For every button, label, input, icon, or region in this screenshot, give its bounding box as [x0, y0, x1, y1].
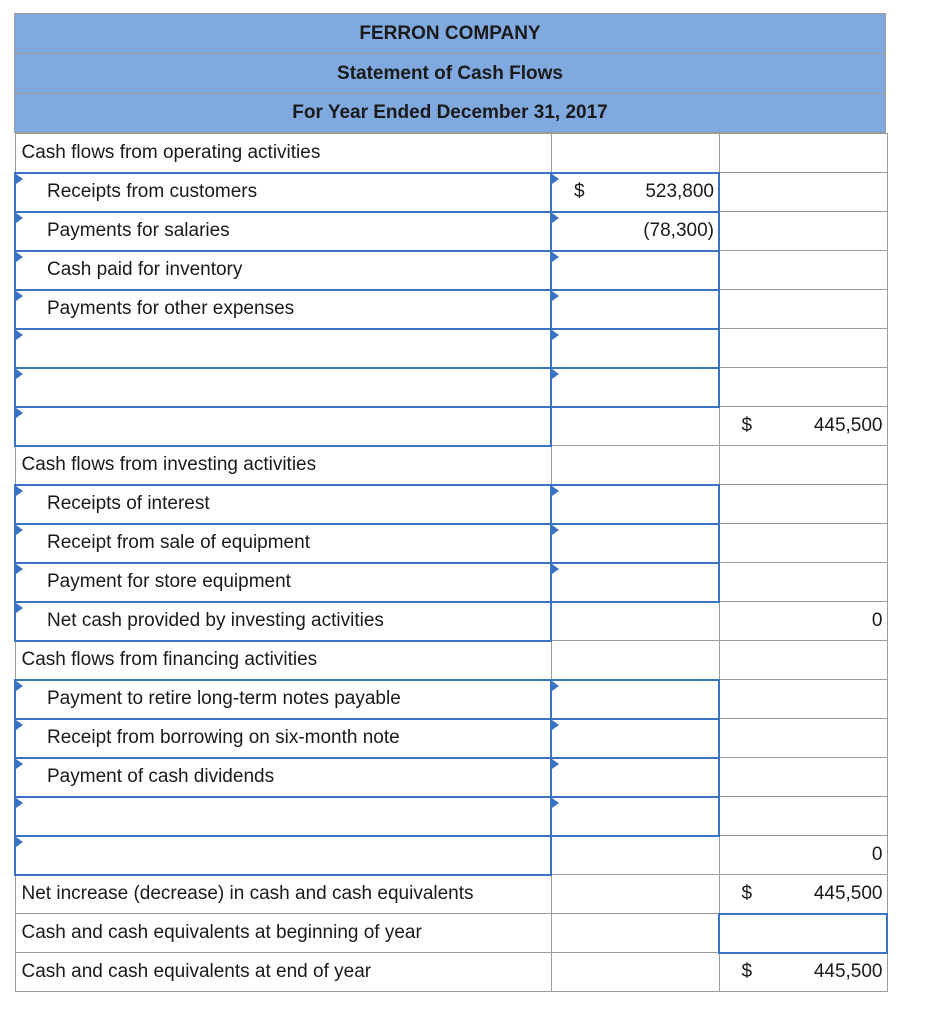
financing-item-label-input[interactable]: Payment to retire long-term notes payable — [15, 680, 551, 719]
operating-item-amount-input[interactable] — [551, 368, 719, 407]
table-row — [15, 485, 887, 524]
empty-cell — [719, 563, 887, 602]
operating-item-amount-input[interactable] — [551, 251, 719, 290]
table-row — [15, 251, 887, 290]
net-change-total — [719, 875, 887, 914]
currency-symbol: $ — [741, 961, 753, 983]
statement-period: For Year Ended December 31, 2017 — [14, 93, 886, 133]
empty-cell — [719, 485, 887, 524]
table-row — [15, 290, 887, 329]
operating-item-label-input[interactable]: Payments for other expenses — [15, 290, 551, 329]
empty-cell — [719, 212, 887, 251]
net-change-label: Net increase (decrease) in cash and cash equivalents — [15, 875, 551, 914]
operating-item-label-input[interactable]: Receipts from customers — [15, 173, 551, 212]
empty-cell — [719, 524, 887, 563]
table-row — [15, 329, 887, 368]
investing-item-label-input[interactable]: Receipt from sale of equipment — [15, 524, 551, 563]
cash-flow-statement — [14, 13, 886, 992]
empty-cell — [719, 641, 887, 680]
operating-item-amount-input[interactable] — [551, 329, 719, 368]
financing-net-total: 0 — [719, 836, 887, 875]
operating-item-label-input[interactable] — [15, 329, 551, 368]
empty-cell — [551, 407, 719, 446]
investing-title: Cash flows from investing activities — [15, 446, 551, 485]
financing-item-amount-input[interactable] — [551, 719, 719, 758]
end-cash-label: Cash and cash equivalents at end of year — [15, 953, 551, 992]
empty-cell — [551, 875, 719, 914]
empty-cell — [551, 602, 719, 641]
empty-cell — [551, 914, 719, 953]
empty-cell — [551, 134, 719, 173]
section-header-financing — [15, 641, 887, 680]
financing-net-row — [15, 836, 887, 875]
table-row — [15, 797, 887, 836]
operating-item-label-input[interactable] — [15, 368, 551, 407]
beginning-cash-input[interactable] — [719, 914, 887, 953]
table-row — [15, 524, 887, 563]
empty-cell — [719, 173, 887, 212]
empty-cell — [719, 446, 887, 485]
financing-item-label-input[interactable]: Payment of cash dividends — [15, 758, 551, 797]
table-row — [15, 563, 887, 602]
financing-item-amount-input[interactable] — [551, 758, 719, 797]
amount-value: 445,500 — [813, 882, 883, 904]
operating-net-label-input[interactable] — [15, 407, 551, 446]
investing-item-amount-input[interactable] — [551, 524, 719, 563]
financing-item-amount-input[interactable] — [551, 797, 719, 836]
empty-cell — [551, 953, 719, 992]
company-name: FERRON COMPANY — [14, 13, 886, 53]
currency-symbol: $ — [741, 882, 753, 904]
investing-net-row — [15, 602, 887, 641]
beginning-cash-row — [15, 914, 887, 953]
financing-item-label-input[interactable]: Receipt from borrowing on six-month note — [15, 719, 551, 758]
operating-item-label-input[interactable]: Payments for salaries — [15, 212, 551, 251]
empty-cell — [719, 290, 887, 329]
amount-value: 445,500 — [813, 961, 883, 983]
section-header-operating — [15, 134, 887, 173]
end-cash-total — [719, 953, 887, 992]
currency-symbol: $ — [741, 415, 753, 436]
empty-cell — [551, 836, 719, 875]
operating-net-total — [719, 407, 887, 446]
operating-item-label-input[interactable]: Cash paid for inventory — [15, 251, 551, 290]
operating-net-row — [15, 407, 887, 446]
amount-value: 523,800 — [645, 181, 714, 202]
statement-title: Statement of Cash Flows — [14, 53, 886, 93]
table-row — [15, 680, 887, 719]
operating-item-amount-input[interactable]: (78,300) — [551, 212, 719, 251]
table-row — [15, 212, 887, 251]
table-row — [15, 719, 887, 758]
table-row — [15, 758, 887, 797]
financing-title: Cash flows from financing activities — [15, 641, 551, 680]
operating-item-amount-input[interactable] — [551, 290, 719, 329]
empty-cell — [719, 134, 887, 173]
empty-cell — [719, 251, 887, 290]
empty-cell — [719, 680, 887, 719]
empty-cell — [719, 719, 887, 758]
financing-item-label-input[interactable] — [15, 797, 551, 836]
beginning-cash-label: Cash and cash equivalents at beginning of year — [15, 914, 551, 953]
empty-cell — [551, 641, 719, 680]
net-change-row — [15, 875, 887, 914]
investing-item-amount-input[interactable] — [551, 485, 719, 524]
end-cash-row — [15, 953, 887, 992]
currency-symbol: $ — [574, 181, 585, 202]
investing-net-label-input[interactable]: Net cash provided by investing activities — [15, 602, 551, 641]
financing-item-amount-input[interactable] — [551, 680, 719, 719]
empty-cell — [551, 446, 719, 485]
investing-item-label-input[interactable]: Payment for store equipment — [15, 563, 551, 602]
investing-net-total: 0 — [719, 602, 887, 641]
empty-cell — [719, 758, 887, 797]
empty-cell — [719, 797, 887, 836]
investing-item-amount-input[interactable] — [551, 563, 719, 602]
section-header-investing — [15, 446, 887, 485]
empty-cell — [719, 329, 887, 368]
table-row — [15, 368, 887, 407]
financing-net-label-input[interactable] — [15, 836, 551, 875]
table-row — [15, 173, 887, 212]
investing-item-label-input[interactable]: Receipts of interest — [15, 485, 551, 524]
operating-item-amount-input[interactable] — [551, 173, 719, 212]
empty-cell — [719, 368, 887, 407]
statement-table — [14, 133, 888, 992]
amount-value: 445,500 — [813, 415, 883, 436]
operating-title: Cash flows from operating activities — [15, 134, 551, 173]
